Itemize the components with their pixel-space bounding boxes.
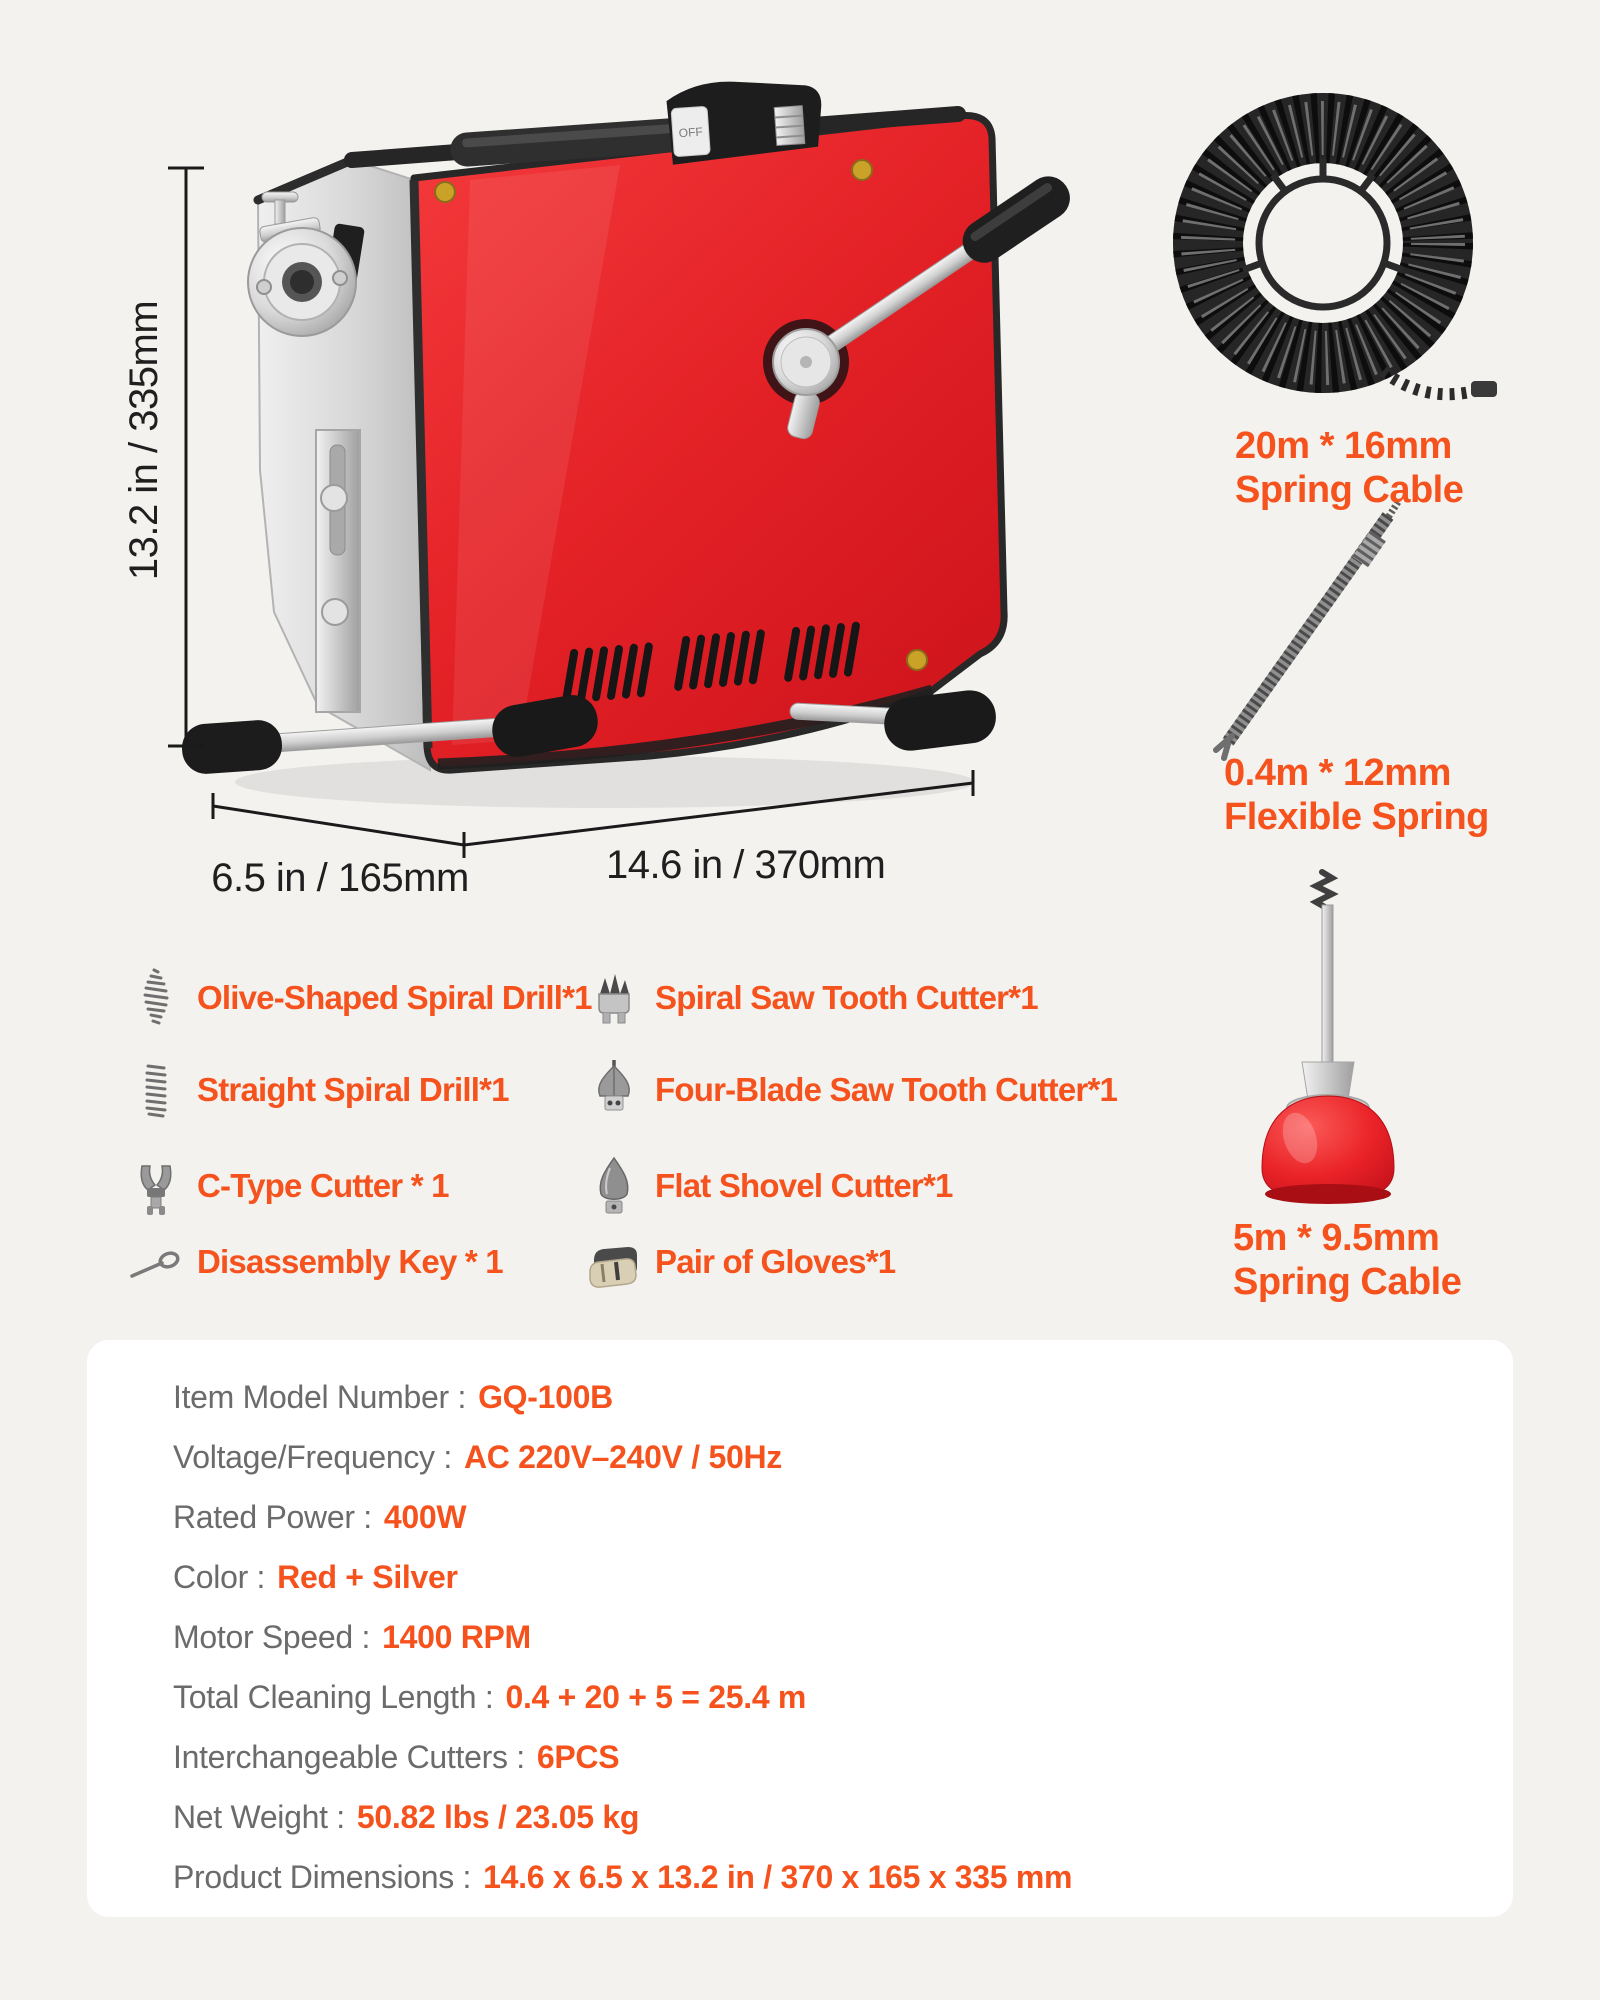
spec-value: 14.6 x 6.5 x 13.2 in / 370 x 165 x 335 mm — [483, 1858, 1073, 1895]
c-type-cutter-icon — [124, 1154, 188, 1218]
accessory-label: Spiral Saw Tooth Cutter*1 — [655, 979, 1038, 1016]
spring-cable-20m-image — [1208, 128, 1497, 397]
spec-value: 0.4 + 20 + 5 = 25.4 m — [505, 1678, 807, 1715]
spec-row-voltage — [173, 1427, 1513, 1487]
accessory-straight-spiral-drill — [124, 1058, 509, 1122]
cable-label-line: 20m * 16mm — [1235, 425, 1452, 467]
straight-spiral-drill-icon — [124, 1058, 188, 1122]
spec-label: Interchangeable Cutters : — [173, 1738, 525, 1775]
spec-value: Red + Silver — [277, 1558, 458, 1595]
flexible-spring-label — [1224, 751, 1489, 839]
spec-row-cutters — [173, 1727, 1513, 1787]
spec-label: Item Model Number : — [173, 1378, 467, 1415]
spec-row-power — [173, 1487, 1513, 1547]
spec-value: 50.82 lbs / 23.05 kg — [356, 1798, 640, 1835]
accessory-disassembly-key — [124, 1230, 503, 1294]
spec-value: AC 220V–240V / 50Hz — [463, 1438, 782, 1475]
cable-label-line: 0.4m * 12mm — [1224, 752, 1451, 794]
spec-label: Rated Power : — [173, 1498, 372, 1535]
spec-label: Color : — [173, 1558, 266, 1595]
spec-label: Net Weight : — [173, 1798, 345, 1835]
spec-row-color — [173, 1547, 1513, 1607]
accessory-label: Disassembly Key * 1 — [197, 1243, 503, 1280]
olive-spiral-drill-icon — [124, 966, 188, 1030]
accessory-four-blade-saw-tooth-cutter — [582, 1058, 1117, 1122]
spiral-saw-tooth-cutter-icon — [582, 966, 646, 1030]
spec-label: Total Cleaning Length : — [173, 1678, 494, 1715]
spring-cable-20m-label — [1235, 424, 1463, 512]
spring-cable-5m-label — [1233, 1216, 1461, 1304]
flexible-spring-image — [1216, 502, 1398, 758]
dimension-width-label: 14.6 in / 370mm — [606, 843, 886, 887]
spec-row-product-dimensions — [173, 1847, 1513, 1907]
accessory-label: Pair of Gloves*1 — [655, 1243, 896, 1280]
spec-label: Motor Speed : — [173, 1618, 371, 1655]
spec-row-model — [173, 1367, 1513, 1427]
accessory-label: Four-Blade Saw Tooth Cutter*1 — [655, 1071, 1118, 1108]
accessory-c-type-cutter — [124, 1154, 449, 1218]
accessory-label: Olive-Shaped Spiral Drill*1 — [197, 979, 592, 1016]
accessory-pair-of-gloves — [582, 1230, 895, 1294]
cable-label-line: Spring Cable — [1235, 469, 1464, 511]
spec-value: 6PCS — [536, 1738, 620, 1775]
accessory-olive-spiral-drill — [124, 966, 592, 1030]
accessory-label: Straight Spiral Drill*1 — [197, 1071, 509, 1108]
spec-card — [87, 1340, 1513, 1917]
power-switch-label: OFF — [678, 124, 704, 141]
spec-row-cleaning-length — [173, 1667, 1513, 1727]
flat-shovel-cutter-icon — [582, 1154, 646, 1218]
spec-value: GQ-100B — [478, 1378, 613, 1415]
machine-shadow — [235, 756, 975, 808]
spec-value: 400W — [383, 1498, 467, 1535]
accessory-label: Flat Shovel Cutter*1 — [655, 1167, 953, 1204]
machine-body — [180, 75, 1078, 775]
disassembly-key-icon — [124, 1230, 188, 1294]
accessory-label: C-Type Cutter * 1 — [197, 1167, 449, 1204]
spec-row-net-weight — [173, 1787, 1513, 1847]
gloves-icon — [582, 1230, 646, 1294]
spec-label: Voltage/Frequency : — [173, 1438, 452, 1475]
dimension-height-label: 13.2 in / 335mm — [122, 300, 167, 580]
four-blade-saw-tooth-cutter-icon — [582, 1058, 646, 1122]
spring-cable-5m-image — [1262, 872, 1394, 1204]
spec-value: 1400 RPM — [382, 1618, 531, 1655]
accessory-flat-shovel-cutter — [582, 1154, 953, 1218]
cable-label-line: 5m * 9.5mm — [1233, 1217, 1440, 1259]
cable-label-line: Spring Cable — [1233, 1261, 1462, 1303]
accessory-spiral-saw-tooth-cutter — [582, 966, 1038, 1030]
dimension-depth-label: 6.5 in / 165mm — [211, 856, 469, 900]
cable-label-line: Flexible Spring — [1224, 796, 1489, 838]
spec-label: Product Dimensions : — [173, 1858, 472, 1895]
spec-row-motor-speed — [173, 1607, 1513, 1667]
